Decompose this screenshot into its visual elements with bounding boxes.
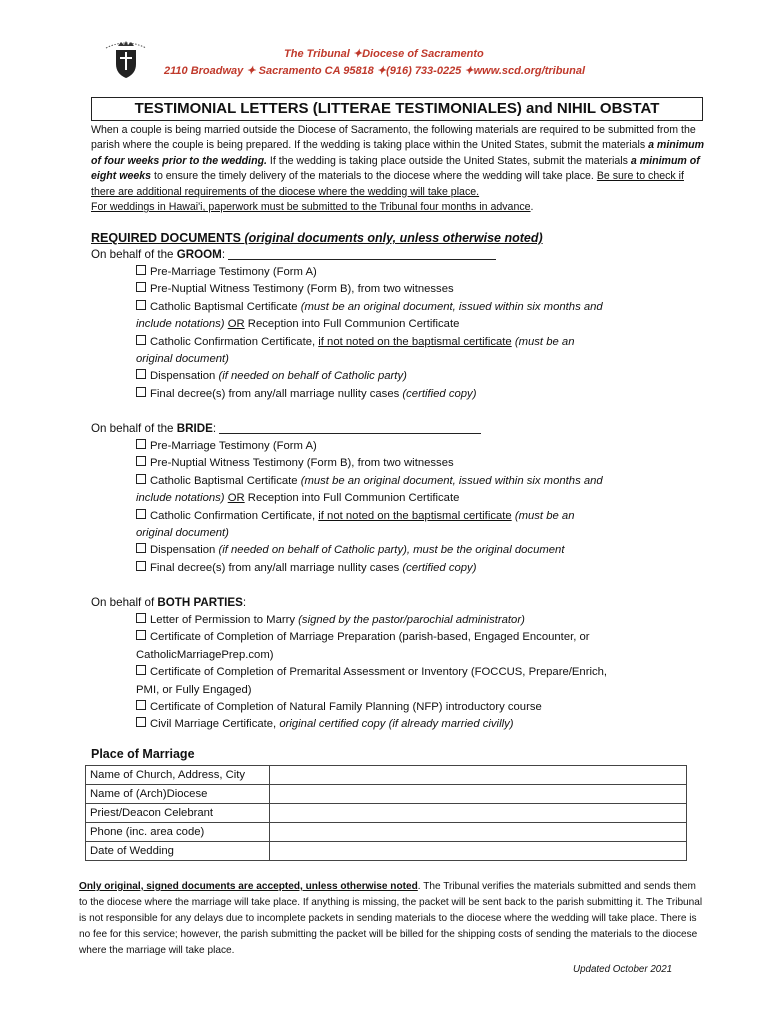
item-note: original document) xyxy=(136,527,229,540)
address-street: 2110 Broadway xyxy=(164,65,244,77)
intro-underlined-hawaii: For weddings in Hawai'i, paperwork must be submitted to the Tribunal four months in advance xyxy=(91,201,531,214)
list-item xyxy=(136,455,696,472)
item-text: Catholic Confirmation Certificate, xyxy=(150,509,319,522)
diocese-seal-logo xyxy=(104,40,148,80)
checkbox[interactable] xyxy=(136,335,146,345)
intro-underlined-check: Be sure to check if there are additional requirements of the diocese where the wedding will take place. xyxy=(91,170,684,198)
item-text: CatholicMarriagePrep.com) xyxy=(136,648,274,661)
item-text: Catholic Baptismal Certificate xyxy=(150,474,301,487)
checkbox[interactable] xyxy=(136,300,146,310)
list-item xyxy=(136,473,696,490)
list-item xyxy=(136,612,696,629)
item-text: PMI, or Fully Engaged) xyxy=(136,683,252,696)
item-text: Certificate of Completion of Natural Family Planning (NFP) introductory course xyxy=(150,701,542,714)
checkbox[interactable] xyxy=(136,282,146,292)
list-item xyxy=(136,386,696,403)
list-item xyxy=(136,368,696,385)
item-text: Pre-Nuptial Witness Testimony (Form B), from two witnesses xyxy=(150,283,454,296)
list-item xyxy=(136,699,696,716)
star-separator-icon: ✦ xyxy=(464,65,474,77)
star-separator-icon: ✦ xyxy=(246,65,256,77)
both-colon: : xyxy=(242,596,247,609)
row-label: Phone (inc. area code) xyxy=(86,823,270,842)
item-text: Pre-Marriage Testimony (Form A) xyxy=(150,440,317,452)
item-text: Civil Marriage Certificate, xyxy=(150,718,280,731)
bride-line xyxy=(91,422,481,435)
place-of-marriage-table xyxy=(85,765,687,861)
list-item xyxy=(136,629,696,646)
required-heading-text: REQUIRED DOCUMENTS xyxy=(91,231,245,245)
checkbox[interactable] xyxy=(136,439,146,449)
document-title: TESTIMONIAL LETTERS (LITTERAE TESTIMONIALES) and NIHIL OBSTAT xyxy=(91,97,703,121)
both-prefix: On behalf of xyxy=(91,596,158,609)
item-text: Catholic Baptismal Certificate xyxy=(150,300,301,313)
table-row xyxy=(86,766,687,785)
checkbox[interactable] xyxy=(136,369,146,379)
item-text: Reception into Full Communion Certificate xyxy=(244,318,460,331)
item-note: (certified copy) xyxy=(402,387,477,400)
star-separator-icon: ✦ xyxy=(352,48,363,60)
list-item-continued xyxy=(136,351,696,368)
checkbox[interactable] xyxy=(136,509,146,519)
item-text: Reception into Full Communion Certificate xyxy=(244,492,460,505)
list-item xyxy=(136,664,696,681)
item-note: (signed by the pastor/parochial administrator) xyxy=(298,614,525,626)
item-text: Final decree(s) from any/all marriage nullity cases xyxy=(150,387,403,400)
bride-label: BRIDE xyxy=(176,422,213,435)
row-value-input[interactable] xyxy=(270,766,687,785)
groom-name-field[interactable] xyxy=(228,259,496,260)
item-condition: if not noted on the baptismal certificate xyxy=(318,509,512,522)
item-note: (must be an original document, issued within six months and xyxy=(300,474,603,487)
list-item-continued xyxy=(136,490,696,507)
both-label: BOTH PARTIES xyxy=(157,596,243,609)
item-text: Catholic Confirmation Certificate, xyxy=(150,335,319,348)
both-parties-line xyxy=(91,596,246,609)
diocese-label: Diocese of Sacramento xyxy=(362,48,484,60)
row-label: Name of (Arch)Diocese xyxy=(86,785,270,804)
bride-prefix: On behalf of the xyxy=(91,422,177,435)
row-label: Date of Wedding xyxy=(86,842,270,861)
item-condition: if not noted on the baptismal certificate xyxy=(318,335,512,348)
row-value-input[interactable] xyxy=(270,785,687,804)
row-label: Name of Church, Address, City xyxy=(86,766,270,785)
intro-text-3: to ensure the timely delivery of the materials to the diocese where the wedding will take place. xyxy=(151,170,597,183)
both-parties-checklist xyxy=(136,612,696,734)
intro-emphasis-eight-weeks: a minimum of eight weeks xyxy=(91,154,700,183)
tribunal-label: The Tribunal xyxy=(284,48,350,60)
list-item xyxy=(136,299,696,316)
intro-text-2: If the wedding is taking place outside the United States, submit the materials xyxy=(266,154,631,167)
checkbox[interactable] xyxy=(136,456,146,466)
row-value-input[interactable] xyxy=(270,842,687,861)
intro-emphasis-four-weeks: a minimum of four weeks prior to the wedding. xyxy=(91,139,705,167)
item-note: (must be an xyxy=(511,509,575,522)
row-value-input[interactable] xyxy=(270,804,687,823)
item-text: Final decree(s) from any/all marriage nullity cases xyxy=(150,561,403,574)
list-item xyxy=(136,281,696,298)
table-row xyxy=(86,804,687,823)
groom-label: GROOM xyxy=(176,248,222,261)
item-note: include notations) xyxy=(136,318,228,331)
bride-colon: : xyxy=(212,422,217,435)
item-note: (must be an xyxy=(511,335,575,348)
item-text: Pre-Marriage Testimony (Form A) xyxy=(150,266,317,278)
item-text: Pre-Nuptial Witness Testimony (Form B), from two witnesses xyxy=(150,457,454,470)
list-item xyxy=(136,716,696,733)
footer-emphasis: Only original, signed documents are accepted, unless otherwise noted xyxy=(79,881,418,892)
groom-prefix: On behalf of the xyxy=(91,248,177,261)
item-note: (if needed on behalf of Catholic party) xyxy=(218,370,407,383)
groom-colon: : xyxy=(221,248,226,261)
item-text: Dispensation xyxy=(150,544,219,557)
checkbox[interactable] xyxy=(136,474,146,484)
required-documents-heading xyxy=(91,231,543,245)
list-item-continued xyxy=(136,525,696,542)
address-phone: (916) 733-0225 xyxy=(386,65,462,77)
row-label: Priest/Deacon Celebrant xyxy=(86,804,270,823)
star-separator-icon: ✦ xyxy=(376,65,387,77)
header-line-1 xyxy=(284,47,484,60)
item-note: (certified copy) xyxy=(402,561,477,574)
list-item xyxy=(136,264,696,281)
item-note: include notations) xyxy=(136,492,228,505)
checkbox[interactable] xyxy=(136,717,146,727)
table-row xyxy=(86,842,687,861)
item-text: Dispensation xyxy=(150,370,219,383)
item-text: Certificate of Completion of Premarital Assessment or Inventory (FOCCUS, Prepare/Enrich, xyxy=(150,666,608,679)
list-item xyxy=(136,334,696,351)
list-item xyxy=(136,560,696,577)
item-text: Letter of Permission to Marry xyxy=(150,614,299,626)
checkbox[interactable] xyxy=(136,543,146,553)
groom-line xyxy=(91,248,496,261)
footer-paragraph xyxy=(79,879,705,959)
intro-period: . xyxy=(530,201,534,214)
groom-checklist xyxy=(136,264,696,403)
updated-date: Updated October 2021 xyxy=(573,964,673,975)
required-heading-note: (original documents only, unless otherwise noted) xyxy=(244,231,543,245)
checkbox[interactable] xyxy=(136,700,146,710)
item-note: original certified copy (if already married civilly) xyxy=(279,718,514,731)
table-row xyxy=(86,823,687,842)
row-value-input[interactable] xyxy=(270,823,687,842)
footer-text: . The Tribunal verifies the materials submitted and sends them to the diocese where the marriage will take place. If anything is missing, the packet will be sent back to the parish submitting it. The Tribunal is not responsible for any delays due to incomplete packets in sending materials to the diocese where the wedding will take place. There is no fee for this service; however, the parish submitting the packet will be billed for the shipping costs of sending the materials to the diocese where the marriage will take place. xyxy=(79,881,703,956)
checkbox[interactable] xyxy=(136,630,146,640)
item-or: OR xyxy=(227,492,245,505)
list-item-continued xyxy=(136,316,696,333)
bride-name-field[interactable] xyxy=(219,433,481,434)
bride-checklist xyxy=(136,438,696,577)
intro-paragraph xyxy=(91,123,711,215)
list-item-continued xyxy=(136,682,696,699)
item-or: OR xyxy=(227,318,245,331)
list-item-continued xyxy=(136,647,696,664)
checkbox[interactable] xyxy=(136,665,146,675)
list-item xyxy=(136,542,696,559)
address-website: www.scd.org/tribunal xyxy=(473,65,586,77)
place-of-marriage-heading: Place of Marriage xyxy=(91,747,195,761)
checkbox[interactable] xyxy=(136,561,146,571)
list-item xyxy=(136,438,696,455)
table-row xyxy=(86,785,687,804)
item-note: (must be an original document, issued within six months and xyxy=(300,300,603,313)
checkbox[interactable] xyxy=(136,265,146,275)
checkbox[interactable] xyxy=(136,613,146,623)
checkbox[interactable] xyxy=(136,387,146,397)
address-city: Sacramento CA 95818 xyxy=(258,65,374,77)
list-item xyxy=(136,508,696,525)
header-address-line xyxy=(164,64,585,77)
item-text: Certificate of Completion of Marriage Preparation (parish-based, Engaged Encounter, or xyxy=(150,631,590,644)
item-note: (if needed on behalf of Catholic party), must be the original document xyxy=(218,544,565,557)
item-note: original document) xyxy=(136,353,229,366)
intro-text-1: When a couple is being married outside the Diocese of Sacramento, the following materials are required to be submitted from the parish where the couple is being prepared. If the wedding is taking place within the United States, submit the materials xyxy=(91,124,696,152)
